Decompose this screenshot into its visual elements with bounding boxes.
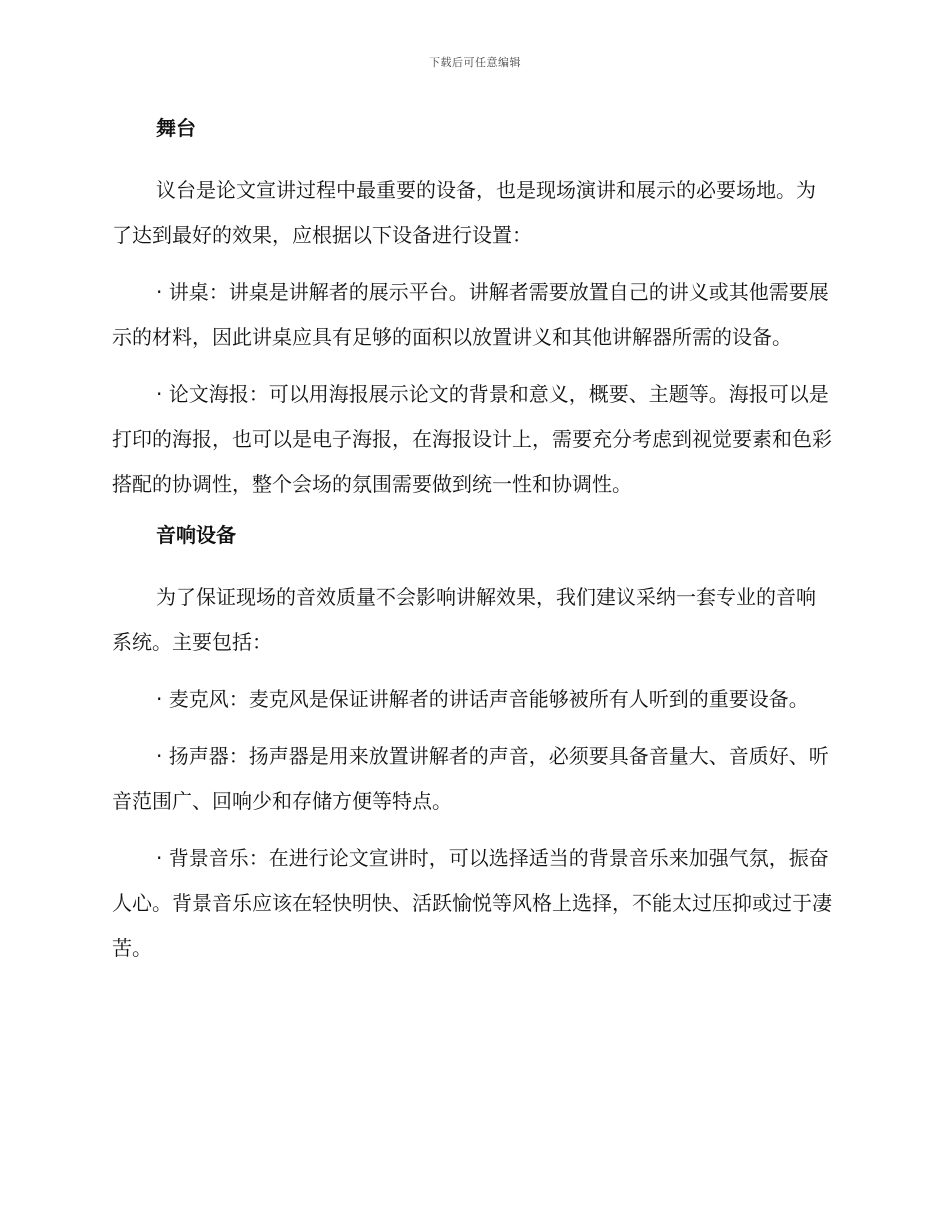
section-heading-stage: 舞台 xyxy=(156,116,196,140)
paragraph-audio-intro: 为了保证现场的音效质量不会影响讲解效果，我们建议采纳一套专业的音响系统。主要包括： xyxy=(112,585,816,654)
paragraph-speaker: · 扬声器：扬声器是用来放置讲解者的声音，必须要具备音量大、音质好、听音范围广、回响少和存储方便等特点。 xyxy=(112,744,829,813)
paragraph-background-music: · 背景音乐：在进行论文宣讲时，可以选择适当的背景音乐来加强气氛，振奋人心。背景音乐应该在轻快明快、活跃愉悦等风格上选择，不能太过压抑或过于凄苦。 xyxy=(112,846,832,960)
paragraph-stage-intro: 议台是论文宣讲过程中最重要的设备，也是现场演讲和展示的必要场地。为了达到最好的效果，应根据以下设备进行设置： xyxy=(112,178,816,247)
paragraph-microphone: · 麦克风：麦克风是保证讲解者的讲话声音能够被所有人听到的重要设备。 xyxy=(156,687,809,711)
section-heading-audio: 音响设备 xyxy=(156,523,236,547)
paragraph-poster: · 论文海报：可以用海报展示论文的背景和意义，概要、主题等。海报可以是打印的海报，也可以是电子海报，在海报设计上，需要充分考虑到视觉要素和色彩搭配的协调性，整个会场的氛围需要做到统一性和协调性。 xyxy=(112,382,832,496)
document-body xyxy=(112,112,834,983)
page-header-note: 下载后可任意编辑 xyxy=(429,56,521,69)
paragraph-lectern: · 讲桌：讲桌是讲解者的展示平台。讲解者需要放置自己的讲义或其他需要展示的材料，因此讲桌应具有足够的面积以放置讲义和其他讲解器所需的设备。 xyxy=(112,280,829,349)
